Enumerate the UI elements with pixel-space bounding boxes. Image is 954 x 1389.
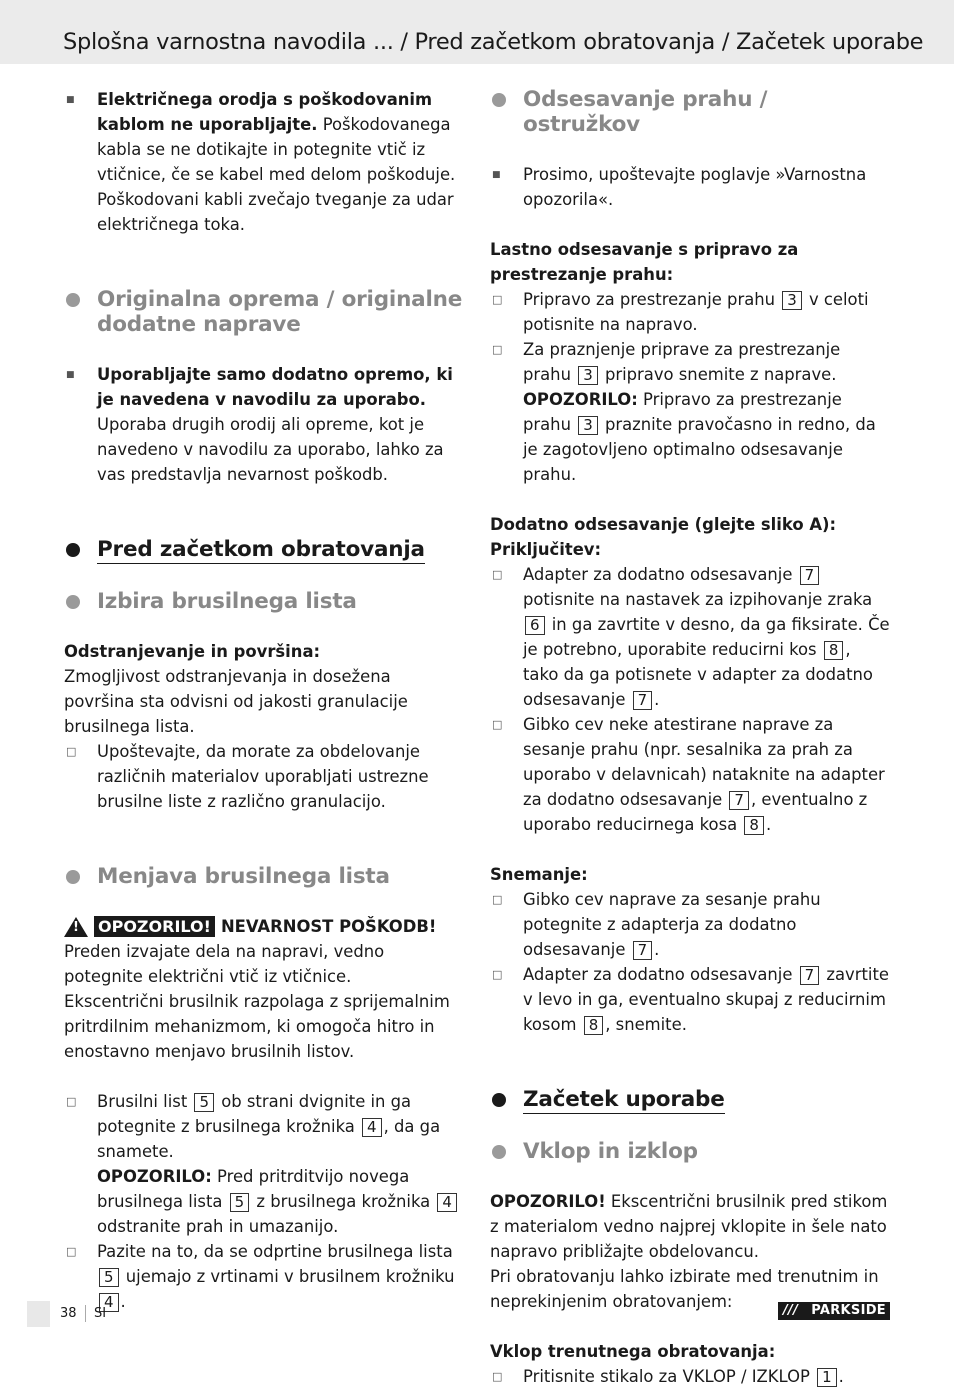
right-column — [490, 87, 890, 1389]
ref-number: 7 — [729, 791, 749, 810]
safety-item-accessories: ■ Uporabljajte samo dodatno opremo, ki je navedena v navodilu za uporabo. Uporaba drugih orodij ali opreme, kot je navedeno v navodilu za uporabo, lahko za vas predstavlja nevarnost poškodb. — [66, 365, 453, 484]
list-item-hose-fit: □ Gibko cev neke atestirane naprave za sesanje prahu (npr. sesalnika za prah za uporabo v delavnicah) nataknite na adapter za dodatno odsesavanje 7 , eventualno z uporabo reducirnega kosa 8 . — [490, 712, 890, 837]
subheading-removal-surface: Odstranjevanje in površina: — [64, 642, 321, 661]
square-bullet-icon: ■ — [66, 95, 75, 105]
page-number: 38 — [60, 1306, 77, 1321]
heading-sanding-sheet-selection: Izbira brusilnega lista — [64, 589, 464, 614]
section-dot-icon — [66, 595, 80, 609]
subheading-own-extraction: Lastno odsesavanje s pripravo za prestrezanje prahu: — [490, 240, 799, 284]
ref-number: 3 — [578, 366, 598, 385]
list-item-empty-collector: □ Za praznjenje priprave za prestrezanje prahu 3 pripravo snemite z naprave. OPOZORILO: Pripravo za prestrezanje prahu 3 praznite pravočasno in redno, da je zagotovljeno optimalno odsesavanje prahu. — [490, 337, 890, 487]
list-item-press-switch: □ Pritisnite stikalo za VKLOP / IZKLOP 1 . — [490, 1364, 890, 1389]
ref-number: 4 — [99, 1293, 119, 1312]
ref-number: 3 — [578, 416, 598, 435]
subheading-connection: Priključitev: — [490, 540, 602, 559]
list-item-align-holes: □ Pazite na to, da se odprtine brusilnega lista 5 ujemajo z vrtinami v brusilnem krožniku 4 . — [64, 1239, 464, 1314]
ref-number: 5 — [194, 1093, 214, 1112]
list-item-attach-collector: □ Pripravo za prestrezanje prahu 3 v celoti potisnite na napravo. — [490, 287, 890, 337]
ref-number: 5 — [99, 1268, 119, 1287]
logo-text: PARKSIDE — [811, 1303, 886, 1318]
list-item-remove-sheet: □ Brusilni list 5 ob strani dvignite in ga potegnite z brusilnega krožnika 4 , da ga snamete. OPOZORILO: Pred pritrditvijo novega brusilnega lista 5 z brusilnega krožnika 4 odstranite prah in umazanijo. — [64, 1089, 464, 1239]
open-square-bullet-icon: □ — [492, 1370, 503, 1383]
open-square-bullet-icon: □ — [492, 568, 503, 581]
ref-number: 8 — [744, 816, 764, 835]
open-square-bullet-icon: □ — [66, 1095, 77, 1108]
paragraph-hook-and-loop: Ekscentrični brusilnik razpolaga z sprijemalnim pritrdilnim mehanizmom, ki omogoča hitro in enostavno menjavo brusilnih listov. — [64, 992, 450, 1061]
section-dot-icon — [492, 1145, 506, 1159]
list-item-remove-adapter: □ Adapter za dodatno odsesavanje 7 zavrtite v levo in ga, eventualno skupaj z reducirnim kosom 8 , snemite. — [490, 962, 890, 1037]
ref-number: 7 — [633, 941, 653, 960]
open-square-bullet-icon: □ — [492, 893, 503, 906]
ref-number: 4 — [362, 1118, 382, 1137]
safety-item-note: ■ Prosimo, upoštevajte poglavje »Varnostna opozorila«. — [492, 165, 867, 209]
list-item-granulation: □ Upoštevajte, da morate za obdelovanje različnih materialov uporabljati ustrezne brusilne liste z različno granulacijo. — [64, 739, 464, 814]
ref-number: 6 — [525, 616, 545, 635]
subheading-removal: Snemanje: — [490, 865, 588, 884]
heading-on-off: Vklop in izklop — [490, 1139, 890, 1164]
safety-item-cable: ■ Električnega orodja s poškodovanim kablom ne uporabljajte. Poškodovanega kabla se ne dotikajte in potegnite vtič iz vtičnice, če se kabel med delom poškoduje. Poškodovani kabli zvečajo tveganje za udar električnega toka. — [66, 90, 456, 234]
parkside-logo — [778, 1302, 890, 1320]
subheading-momentary: Vklop trenutnega obratovanja: — [490, 1342, 776, 1361]
paragraph-switch-warning: OPOZORILO! Ekscentrični brusilnik pred stikom z materialom vedno najprej vklopite in šele nato napravo približajte obdelovancu. — [490, 1192, 888, 1261]
page-header — [0, 0, 954, 64]
page-title: Splošna varnostna navodila ... / Pred začetkom obratovanja / Začetek uporabe — [63, 29, 924, 55]
language-code: SI — [94, 1306, 107, 1321]
open-square-bullet-icon: □ — [66, 1245, 77, 1258]
subheading-additional-extraction: Dodatno odsesavanje (glejte sliko A): — [490, 515, 837, 534]
open-square-bullet-icon: □ — [492, 293, 503, 306]
ref-number: 4 — [437, 1193, 457, 1212]
open-square-bullet-icon: □ — [492, 343, 503, 356]
paragraph-removal: Zmogljivost odstranjevanja in dosežena površina sta odvisni od jakosti granulacije brusilnega lista. — [64, 667, 408, 736]
warning-bar — [64, 914, 464, 939]
heading-before-operation: Pred začetkom obratovanja — [64, 537, 464, 564]
warning-triangle-icon: ! — [64, 917, 88, 937]
list-item-pull-hose: □ Gibko cev naprave za sesanje prahu potegnite z adapterja za dodatno odsesavanje 7 . — [490, 887, 890, 962]
footer-divider — [85, 1305, 86, 1322]
section-dot-icon — [66, 293, 80, 307]
footer-tab — [27, 1301, 50, 1327]
ref-number: 1 — [817, 1368, 837, 1387]
ref-number: 8 — [824, 641, 844, 660]
ref-number: 7 — [633, 691, 653, 710]
open-square-bullet-icon: □ — [492, 718, 503, 731]
paragraph-unplug: Preden izvajate dela na napravi, vedno potegnite električni vtič iz vtičnice. — [64, 942, 385, 986]
square-bullet-icon: ■ — [492, 170, 501, 180]
ref-number: 3 — [782, 291, 802, 310]
section-dot-icon — [492, 93, 506, 107]
ref-number: 5 — [230, 1193, 250, 1212]
ref-number: 7 — [800, 566, 820, 585]
open-square-bullet-icon: □ — [66, 745, 77, 758]
section-dot-icon — [66, 870, 80, 884]
warning-text: NEVARNOST POŠKODB! — [220, 917, 437, 936]
heading-change-sanding-sheet: Menjava brusilnega lista — [64, 864, 464, 889]
section-dot-icon — [66, 543, 80, 557]
section-dot-icon — [492, 1093, 506, 1107]
heading-original-equipment: Originalna oprema / originalne dodatne naprave — [64, 287, 464, 337]
open-square-bullet-icon: □ — [492, 968, 503, 981]
left-column — [64, 87, 464, 1314]
ref-number: 8 — [584, 1016, 604, 1035]
heading-start-use: Začetek uporabe — [490, 1087, 890, 1114]
square-bullet-icon: ■ — [66, 370, 75, 380]
warning-tag: OPOZORILO! — [94, 916, 215, 937]
logo-slashes: /// — [783, 1303, 799, 1318]
paragraph-operation-modes: Pri obratovanju lahko izbirate med trenutnim in neprekinjenim obratovanjem: — [490, 1267, 879, 1311]
ref-number: 7 — [800, 966, 820, 985]
heading-dust-extraction: Odsesavanje prahu / ostružkov — [490, 87, 890, 137]
list-item-adapter-fit: □ Adapter za dodatno odsesavanje 7 potisnite na nastavek za izpihovanje zraka 6 in ga zavrtite v desno, da ga fiksirate. Če je potrebno, uporabite reducirni kos 8 , tako da ga potisnete v adapter za dodatno odsesavanje 7 . — [490, 562, 890, 712]
